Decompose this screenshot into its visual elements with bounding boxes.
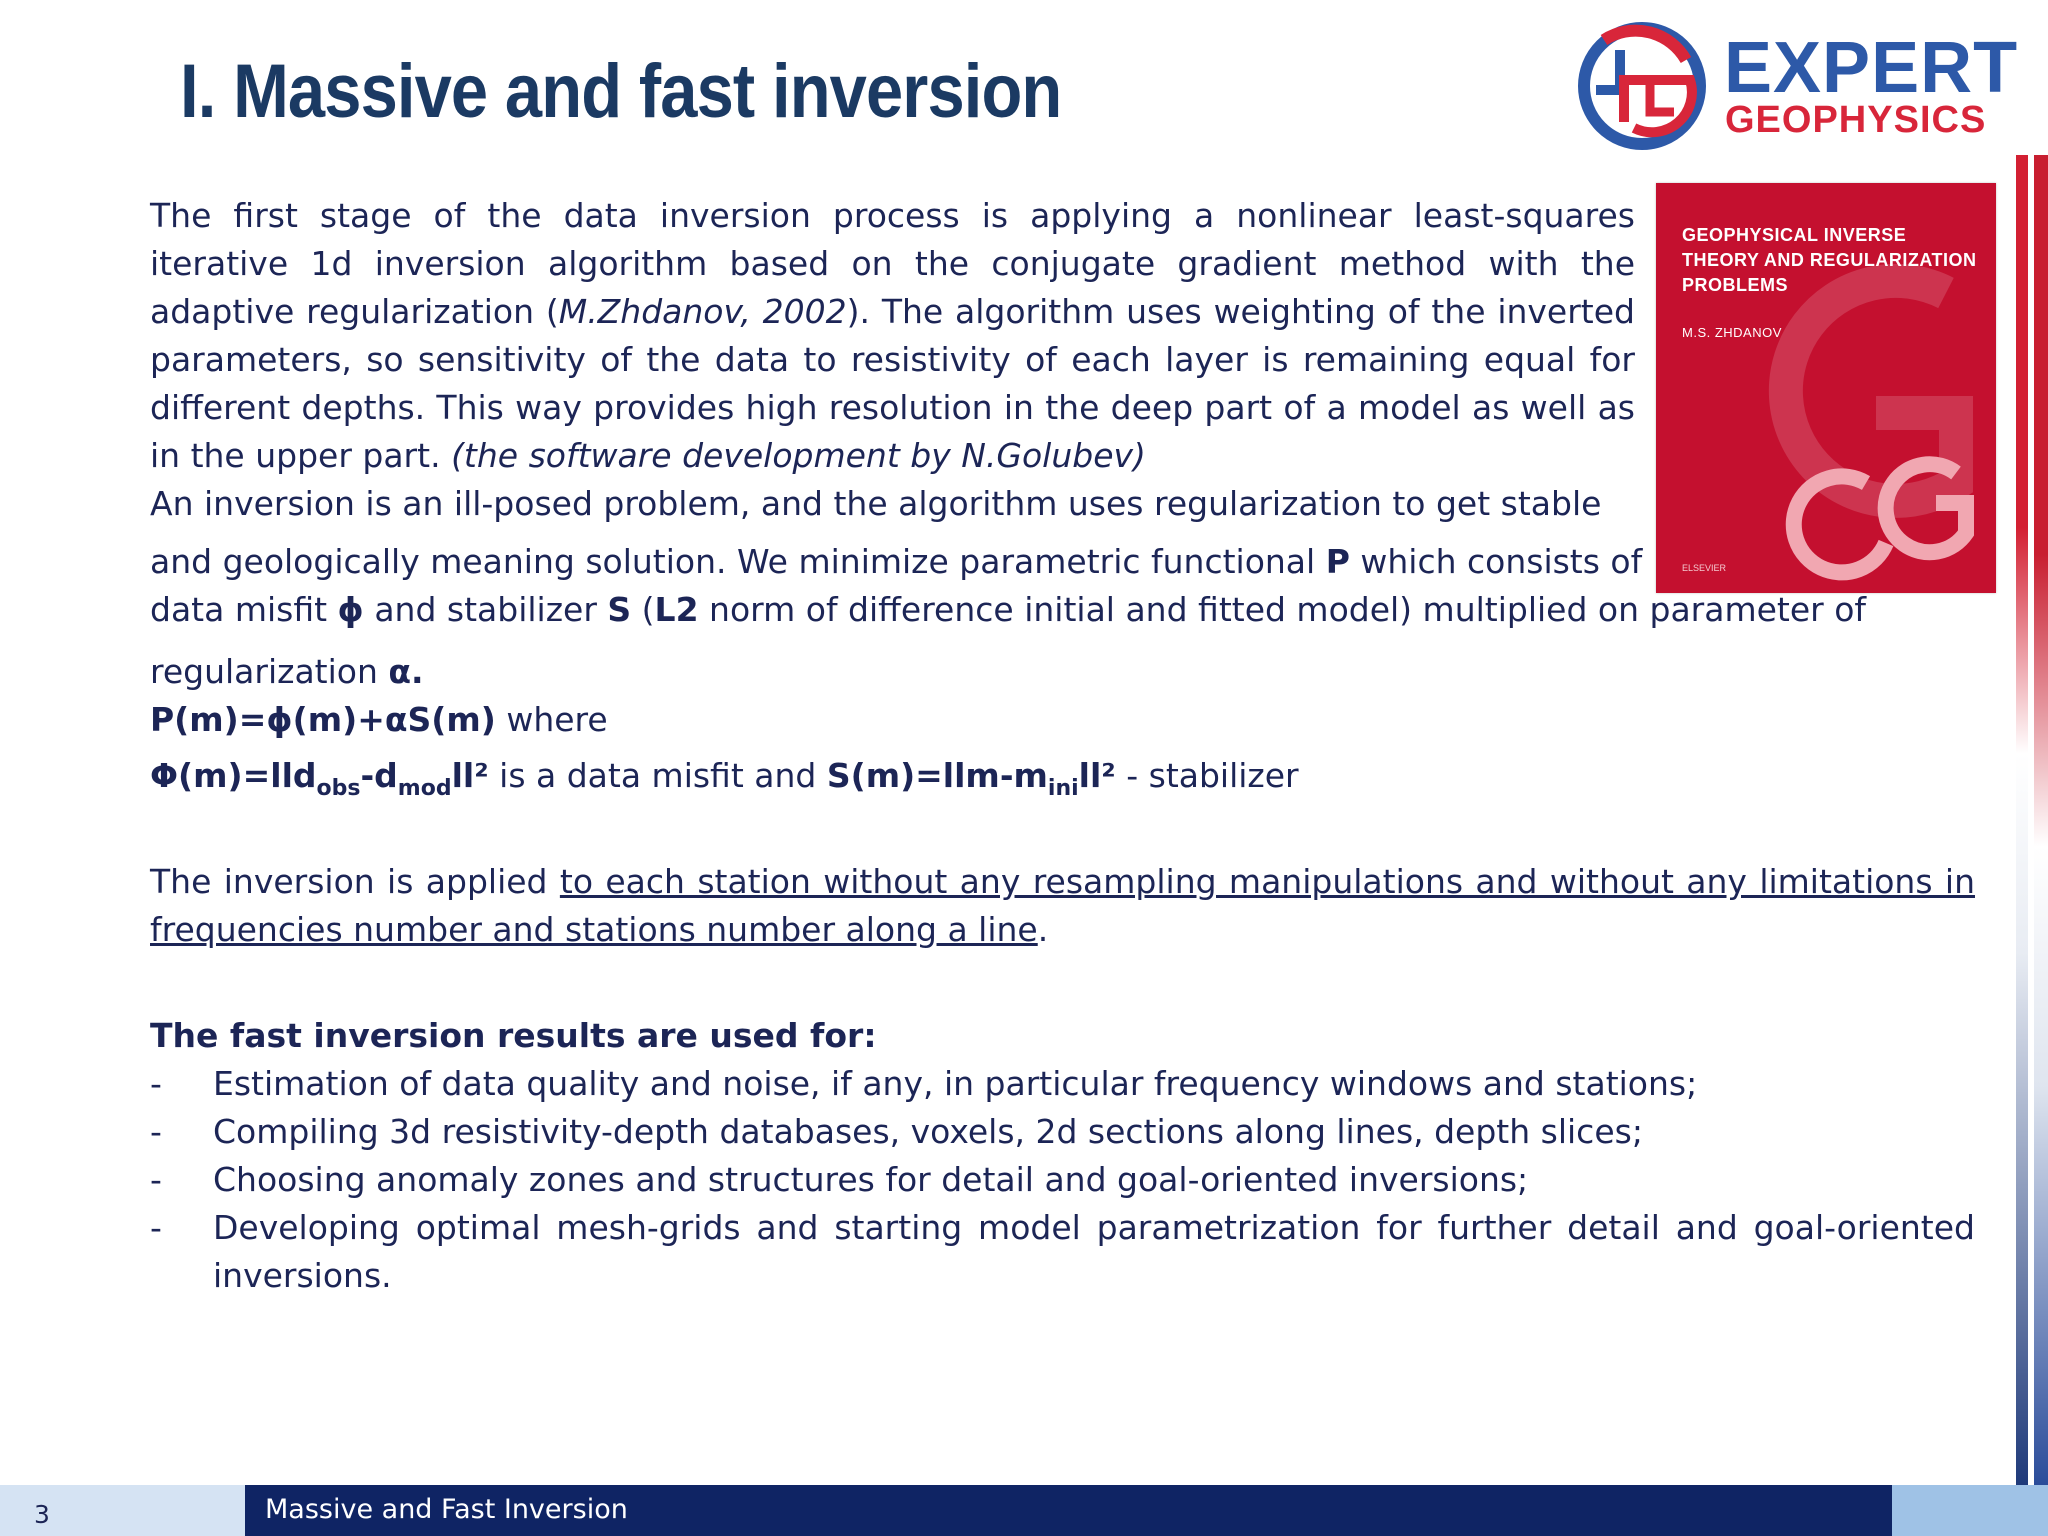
- list-item: [150, 1108, 2035, 1156]
- book-title: GEOPHYSICAL INVERSE THEORY AND REGULARIZATION PROBLEMS: [1682, 225, 1977, 295]
- formula-phi: [150, 756, 489, 801]
- list-item-text: Developing optimal mesh-grids and starting model parametrization for further detail and goal-oriented inversions.: [213, 1208, 1975, 1295]
- para1-text-b: ). The algorithm uses weighting of the inverted parameters, so sensitivity of the data to resistivity of each layer is remaining equal for different depths. This way provides high resolution in the deep part of a model as well as in the upper part.: [150, 292, 1635, 475]
- para2-line4: [150, 648, 424, 696]
- list-item: [150, 1204, 1975, 1300]
- bullet-dash: -: [150, 1208, 162, 1247]
- bullet-dash: -: [150, 1112, 162, 1151]
- list-heading: The fast inversion results are used for:: [150, 1016, 877, 1055]
- slide-number: 3: [34, 1500, 50, 1529]
- paragraph-regularization: [150, 480, 2035, 696]
- symbol-alpha: α.: [388, 652, 424, 691]
- formula-text: - stabilizer: [1115, 756, 1299, 795]
- paragraph-algorithm: [150, 192, 1635, 480]
- para3-underlined: to each station without any resampling manipulations and without any limitations in frequencies number and stations number along a line: [150, 862, 1975, 949]
- formula-P: P(m)=ϕ(m)+αS(m): [150, 700, 496, 739]
- formula-misfit-stabilizer: [150, 752, 2035, 800]
- footer-section-label: Massive and Fast Inversion: [265, 1494, 628, 1525]
- software-credit: (the software development by N.Golubev): [451, 436, 1146, 475]
- formula-part: ll²: [451, 756, 489, 795]
- logo-emblem-icon: [1574, 20, 1714, 155]
- formula-S: [826, 756, 1116, 801]
- book-publisher: ELSEVIER: [1682, 563, 1727, 573]
- results-list: [150, 1060, 2035, 1300]
- subscript-obs: obs: [316, 776, 361, 801]
- para2-line1: An inversion is an ill-posed problem, and the algorithm uses regularization to get stable: [150, 484, 1602, 523]
- citation-zhdanov: M.Zhdanov, 2002: [558, 292, 847, 331]
- para2-text: and geologically meaning solution. We minimize parametric functional: [150, 542, 1326, 581]
- list-item: [150, 1156, 2035, 1204]
- bullet-dash: -: [150, 1064, 162, 1103]
- para2-text: regularization: [150, 652, 389, 691]
- expert-geophysics-logo: [1574, 20, 2019, 155]
- book-author: M.S. ZHDANOV: [1682, 325, 1782, 340]
- formula-part: S(m)=llm-m: [826, 756, 1048, 795]
- para2-line2: [150, 538, 1642, 586]
- para2-text: which consists of: [1349, 542, 1643, 581]
- symbol-L2: L2: [654, 590, 699, 629]
- para2-text: (: [631, 590, 655, 629]
- side-bar-right: [2034, 155, 2048, 1485]
- bullet-dash: -: [150, 1160, 162, 1199]
- formula-part: -d: [360, 756, 398, 795]
- decorative-side-bars: [2016, 155, 2048, 1485]
- formula-text: is a data misfit and: [488, 756, 827, 795]
- symbol-S: S: [607, 590, 632, 629]
- formula-part: Φ(m)=lld: [150, 756, 317, 795]
- list-item-text: Estimation of data quality and noise, if any, in particular frequency windows and stations;: [213, 1064, 1698, 1103]
- subscript-mod: mod: [397, 776, 452, 801]
- para2-line3: [150, 590, 1866, 629]
- para2-text: data misfit: [150, 590, 338, 629]
- formula-functional: [150, 696, 2035, 744]
- slide-title: I. Massive and fast inversion: [180, 49, 1062, 134]
- list-item-text: Compiling 3d resistivity-depth databases, voxels, 2d sections along lines, depth slices;: [213, 1112, 1643, 1151]
- symbol-phi: ϕ: [337, 590, 364, 629]
- list-item: [150, 1060, 2035, 1108]
- footer-right-panel: [1892, 1485, 2048, 1536]
- symbol-P: P: [1325, 542, 1350, 581]
- subscript-ini: ini: [1047, 776, 1079, 801]
- formula-part: ll²: [1078, 756, 1116, 795]
- list-item-text: Choosing anomaly zones and structures for detail and goal-oriented inversions;: [213, 1160, 1529, 1199]
- logo-word-expert: EXPERT: [1724, 28, 2019, 108]
- side-bar-left: [2016, 155, 2028, 1485]
- para3-text: The inversion is applied: [150, 862, 560, 901]
- logo-word-geophysics: GEOPHYSICS: [1725, 99, 1987, 141]
- para3-text: .: [1037, 910, 1049, 949]
- slide-body: [150, 192, 2035, 1300]
- para2-text: norm of difference initial and fitted model) multiplied on parameter of: [698, 590, 1867, 629]
- paragraph-application: [150, 858, 1975, 954]
- para1-text-a: The first stage of the data inversion process is applying a nonlinear least-squares iterative 1d inversion algorithm based on the conjugate gradient method with the adaptive regularization (: [150, 196, 1635, 331]
- formula-text: where: [495, 700, 608, 739]
- para2-text: and stabilizer: [363, 590, 608, 629]
